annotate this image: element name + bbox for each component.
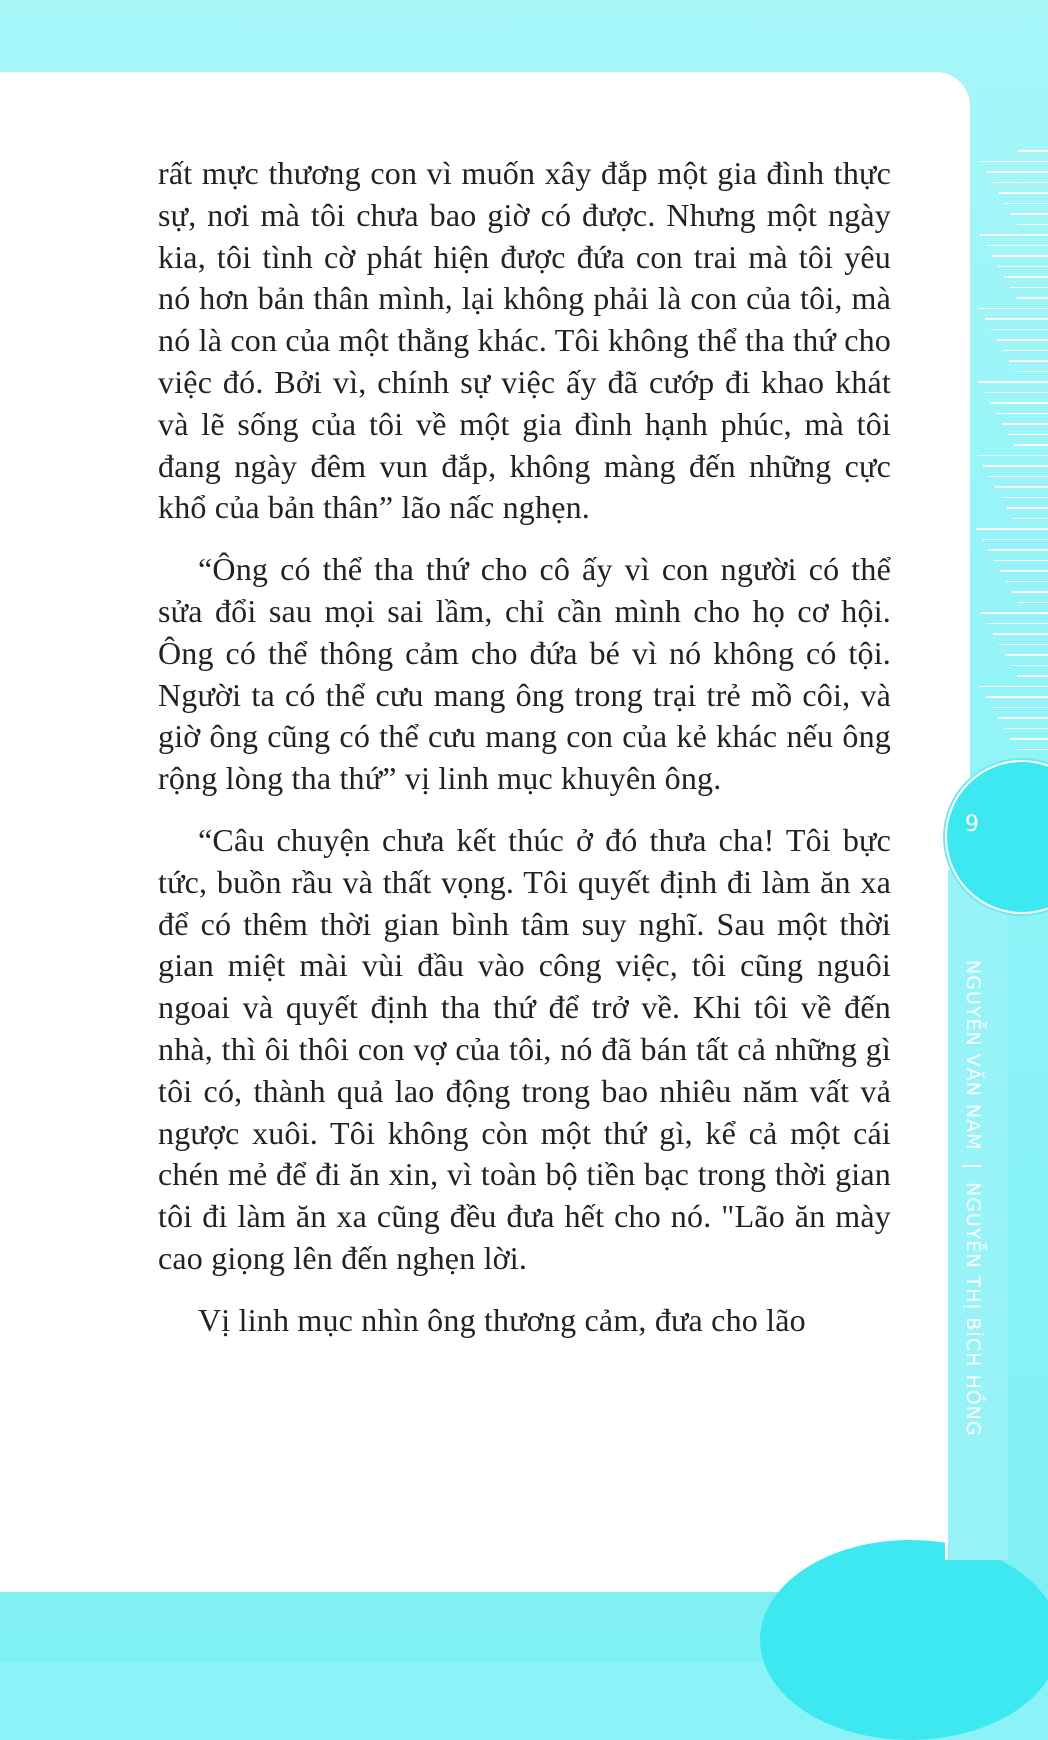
decorative-stripe	[1009, 360, 1048, 362]
decorative-stripe	[999, 644, 1048, 646]
decorative-stripe	[998, 266, 1048, 268]
decorative-stripe	[982, 539, 1048, 541]
decorative-stripe	[1018, 602, 1048, 604]
author-1: NGUYỄN VĂN NAM	[962, 960, 984, 1151]
decorative-stripe	[1011, 213, 1048, 215]
decorative-stripe	[1004, 276, 1048, 278]
decorative-stripe	[1018, 150, 1048, 152]
decorative-stripe	[989, 476, 1048, 478]
decorative-stripe	[1017, 224, 1048, 226]
body-text	[158, 153, 891, 1342]
decorative-stripe	[1012, 591, 1048, 593]
decorative-stripe	[986, 245, 1048, 247]
decorative-stripe	[1008, 434, 1048, 436]
paragraph: rất mực thương con vì muốn xây đắp một gia đình thực sự, nơi mà tôi chưa bao giờ có được. Nhưng một ngày kia, tôi tình cờ phát hiện được đứa con trai mà tôi yêu nó hơn bản thân mình, lại không phải là con của tôi, mà nó là con của một thằng khác. Tôi không thể tha thứ cho việc đó. Bởi vì, chính sự việc ấy đã cướp đi khao khát và lẽ sống của tôi về một gia đình hạnh phúc, mà tôi đang ngày đêm vun đắp, không màng đến những cực khổ của bản thân” lão nấc nghẹn.	[158, 155, 891, 526]
decorative-stripe	[1005, 203, 1048, 205]
decorative-stripe	[983, 465, 1048, 467]
decorative-stripe	[1011, 665, 1048, 667]
decorative-stripe	[1004, 728, 1048, 730]
author-band	[948, 960, 998, 1500]
paragraph: “Câu chuyện chưa kết thúc ở đó thưa cha! Tôi bực tức, buồn rầu và thất vọng. Tôi quyết định đi làm ăn xa để có thêm thời gian bình tâm suy nghĩ. Sau một thời gian miệt mài vùi đầu vào công việc, tôi cũng nguôi ngoai và quyết định tha thứ để trở về. Khi tôi về đến nhà, thì ôi thôi con vợ của tôi, nó đã bán tất cả những gì tôi có, thành quả lao động trong bao nhiêu năm vất vả ngược xuôi. Tôi không còn một thứ gì, kể cả một cái chén mẻ để đi ăn xin, vì toàn bộ tiền bạc trong thời gian tôi đi làm ăn xa cũng đều đưa hết cho nó. "Lão ăn mày cao giọng lên đến nghẹn lời.	[158, 821, 891, 1276]
decorative-stripe	[1007, 507, 1048, 509]
decorative-stripe	[980, 234, 1048, 236]
decorative-stripe	[997, 339, 1048, 341]
decorative-stripe	[1002, 423, 1048, 425]
author-2: NGUYỄN THỊ BÍCH HỒNG	[962, 1181, 984, 1437]
paragraph: Vị linh mục nhìn ông thương cảm, đưa cho lão	[198, 1301, 806, 1338]
decorative-stripe	[1006, 581, 1048, 583]
decorative-stripe	[1001, 497, 1048, 499]
decorative-stripe	[981, 612, 1048, 614]
decorative-stripe	[1010, 287, 1048, 289]
paragraph: “Ông có thể tha thứ cho cô ấy vì con người có thể sửa đổi sau mọi sai lầm, chỉ cần mình cho họ cơ hội. Ông có thể thông cảm cho đứa bé vì nó không có tội. Người ta có thể cưu mang ông trong trại trẻ mồ côi, và giờ ông cũng có thể cưu mang con của kẻ khác nếu ông rộng lòng tha thứ” vị linh mục khuyên ông.	[158, 551, 891, 797]
decorative-stripe	[987, 171, 1048, 173]
decorative-stripe	[976, 528, 1048, 530]
decorative-stripe	[1000, 570, 1048, 572]
decorative-stripe	[999, 192, 1048, 194]
decorative-stripe	[985, 318, 1048, 320]
decorative-stripe	[1010, 738, 1048, 740]
decorative-stripe	[988, 549, 1048, 551]
decorative-stripe	[978, 381, 1048, 383]
decorative-stripe	[1013, 518, 1048, 520]
decorative-stripe	[992, 707, 1048, 709]
decorative-stripe	[1016, 749, 1048, 751]
decorative-stripe	[995, 486, 1048, 488]
author-separator: |	[962, 1162, 984, 1170]
decorative-stripe	[993, 182, 1048, 184]
decorative-stripe	[990, 402, 1048, 404]
decorative-stripe	[992, 255, 1048, 257]
decorative-stripe	[1003, 350, 1048, 352]
decorative-stripe	[993, 633, 1048, 635]
decorative-stripe	[996, 413, 1048, 415]
decorative-stripe	[987, 623, 1048, 625]
decorative-stripe	[981, 161, 1048, 163]
decorative-stripe	[1014, 444, 1048, 446]
author-credit	[961, 960, 985, 1437]
decorative-stripe	[984, 392, 1048, 394]
decorative-stripe	[1005, 654, 1048, 656]
decorative-stripe	[1015, 371, 1048, 373]
decorative-stripe	[986, 696, 1048, 698]
decorative-stripe	[991, 329, 1048, 331]
decorative-corner-shape	[760, 1540, 1048, 1740]
decorative-stripe	[977, 455, 1048, 457]
decorative-stripe	[980, 686, 1048, 688]
decorative-stripe	[1017, 675, 1048, 677]
decorative-stripes	[975, 150, 1048, 760]
decorative-stripe	[979, 308, 1048, 310]
decorative-stripe	[1016, 297, 1048, 299]
decorative-stripe	[998, 717, 1048, 719]
decorative-stripe	[994, 560, 1048, 562]
page-number: 9	[965, 812, 979, 837]
